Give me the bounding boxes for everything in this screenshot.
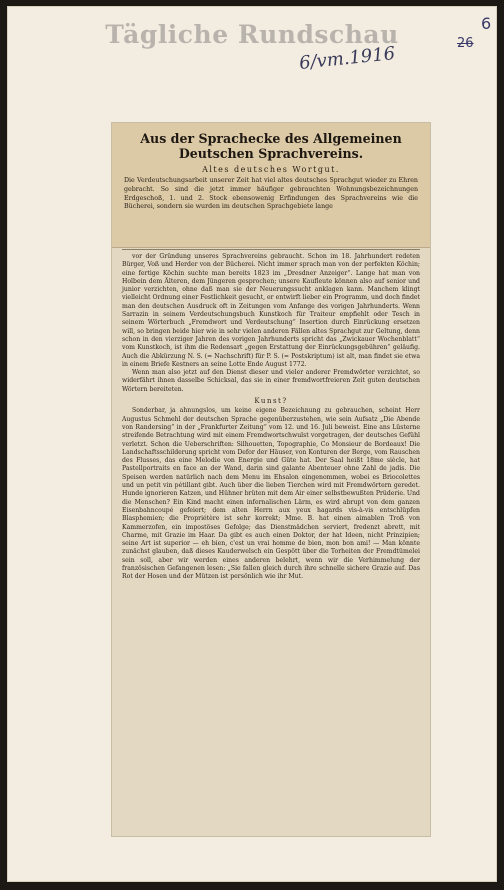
section-heading: Kunst? bbox=[254, 397, 288, 406]
newspaper-masthead: Tägliche Rundschau bbox=[105, 20, 399, 49]
article-title bbox=[122, 131, 420, 161]
article-title-line1: Aus der Sprachecke des Allgemeinen bbox=[140, 131, 402, 146]
article-paragraph-3: Sonderbar, ja ahnungslos, um keine eigene Bezeichnung zu gebrauchen, scheint Herr Augustus Schmehl der deutschen Sprache gegenüberzustehen, wie sein Aufsatz „Die Abende von Randersing“ in der „Frankfurter Zeitung“ vom 12. und 16. Juli beweist. Eine ans Lüsterne streifende Betrachtung wird mit einem Fremdwortschwulst vorgetragen, der deutsches Gefühl verletzt. Schon die Ueberschriften: Silhouetten, Topographie, Co Monsieur de Bordeaux! Die Landschaftsschilderung spricht vom Defor der Häuser, von Konturen der Berge, vom Rauschen des Flusses, das eine Melodie von Energie und Güte hat. Der Saal heißt 18me siècle, hat Pastellportraits en face an der Wand, darin sind galante Abenteuer ohne Zahl de jadis. Die Speisen werden natürlich nach dem Menu im Ehsalon eingenommen, wobei es Briocolettes und un petit vin pétillant gibt. Auch über die lieben Tierchen wird mit Fremdwörtern geredet. Hunde ignorieren Katzen, und Hühner brüten mit dem Air einer selbstbewußten Prüderie. Und die Menschen? Ein Kind macht einen infernalischen Lärm, es wird abrupt von dem ganzen Eisenbahncoupé gefeiert; dem alten Herrn aux yeux hagards vis-à-vis entschlüpfen Blasphemien; die Propriétère ist sehr korrekt; Mme. B. hat einen aimablen Troß von Kammerzofen, ein impostöses Gefolge; das Dienstmädchen serviert, fredenzt abrett, mit Charme, mit Grazie im Haar. Da gibt es auch einen Doktor, der hat Ideen, nicht Prinzipien; seine Art ist superior — eh bien, c'est un vrai homme de bien, mon bon ami! — Man könnte zunächst glauben, daß dieses Kauderwelsch ein Gespött über die Torheiten der Fremdtümelei sein soll, aber wir werden eines anderen belehrt, wenn wir die Verhimmelung der französischen Gefangenen lesen: „Sie fallen gleich durch ihre schnelle sichere Grazie auf. Das Rot der Hosen und der Mützen ist persönlich wie ihr Mut. bbox=[122, 407, 420, 581]
clipping-header bbox=[112, 123, 430, 248]
archive-number-side: 26 bbox=[457, 36, 474, 51]
divider bbox=[122, 249, 420, 250]
article-paragraph-1: vor der Gründung unseres Sprachvereins gebraucht. Schon im 18. Jahrhundert redeten Bürger, Voß und Herder von der Bücherei. Nicht immer sprach man von der perfekten Köchin; eine fertige Köchin suchte man bereits 1823 im „Dresdner Anzeiger“. Lange hat man von Holbein dem Älteren, dem Jüngeren gesprochen; unsere Kaufleute können also auf senior und junior verzichten, ohne daß man sie der Neuerungssucht anklagen kann. Manchem klingt vielleicht Ordnung einer Festlichkeit gesucht, er entwirft lieber ein Programm, und doch findet man den deutschen Ausdruck oft in Zeitungen vom Anfange des vorigen Jahrhunderts. Wenn Sarrazin in seinem Verdeutschungsbuch Kunstkoch für Traiteur empfiehlt oder Tesch in seinem Wörterbuch „Fremdwort und Verdeutschung“ Insertion durch Einrückung ersetzen will, so bringen beide hier wie in sehr vielen anderen Fällen altes Sprachgut zur Geltung, denn schon in den vierziger Jahren des vorigen Jahrhunderts spricht das „Zwickauer Wochenblatt“ vom Kunstkoch, ist ihm die Redensart „gegen Erstattung der Einrückungsgebühren“ geläufig. Auch die Abkürzung N. S. (= Nachschrift) für P. S. (= Postskriptum) ist alt, man findet sie etwa in einem Briefe Kestners an seine Lotte Ende August 1772. bbox=[122, 253, 420, 368]
article-subtitle: Altes deutsches Wortgut. bbox=[202, 165, 340, 174]
article-intro: Die Verdeutschungsarbeit unserer Zeit hat viel altes deutsches Sprachgut wieder zu Ehren gebracht. So sind die jetzt immer häufiger gebrauchten Wohnungsbezeichnungen Erdgeschoß, 1. und 2. Stock ebensowenig Erfindungen des Sprachvereins wie die Bücherei, sondern sie wurden im deutschen Sprachgebiete lange bbox=[124, 177, 418, 211]
handwritten-date: 6/vm.1916 bbox=[298, 43, 397, 74]
newspaper-clipping bbox=[111, 122, 431, 837]
archive-sheet bbox=[7, 6, 497, 882]
article-title-line2: Deutschen Sprachvereins. bbox=[178, 146, 364, 161]
article-body bbox=[122, 253, 420, 582]
article-paragraph-2: Wenn man also jetzt auf den Dienst dieser und vieler anderer Fremdwörter verzichtet, so widerfährt ihnen dasselbe Schicksal, das sie in einer fremdwortfreieren Zeit guten deutschen Wörtern bereiteten. bbox=[122, 369, 420, 393]
archive-number-top: 6 bbox=[481, 14, 492, 33]
